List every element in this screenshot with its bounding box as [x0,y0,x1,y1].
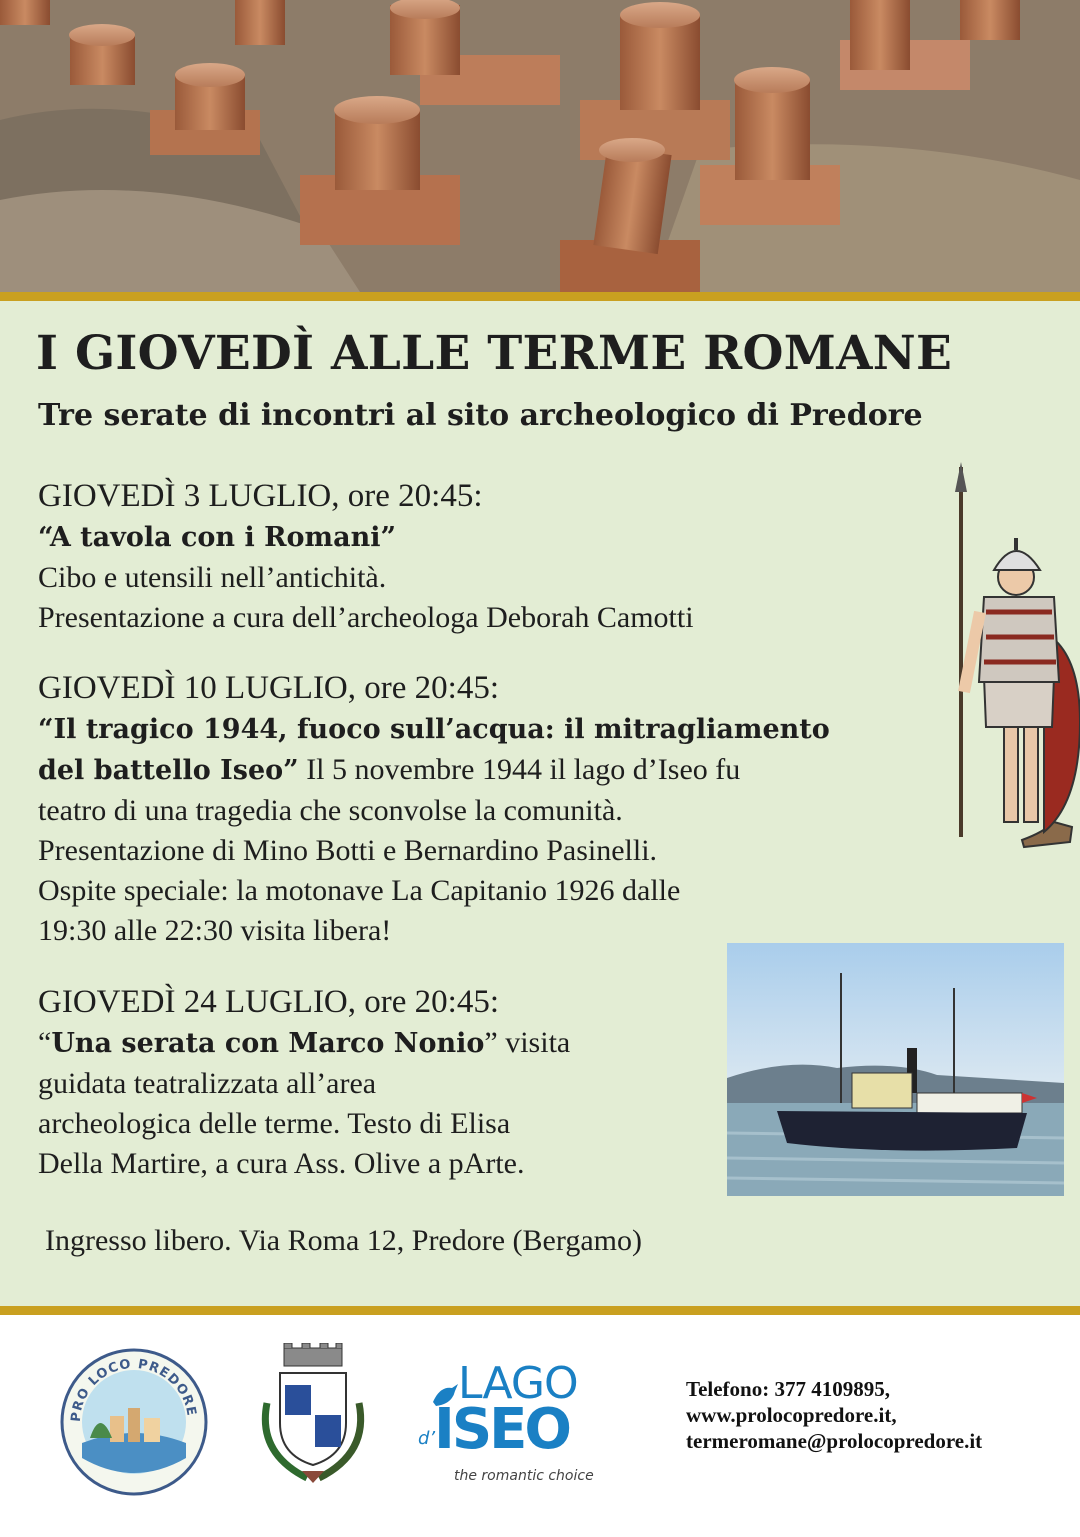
ingresso-info: Ingresso libero. Via Roma 12, Predore (Bergamo) [45,1224,642,1257]
event-2 [38,668,938,951]
event-title: “A tavola con i Romani” [38,522,397,553]
event-description-line: visita [497,1026,571,1059]
contact-website-link[interactable]: www.prolocopredore.it, [686,1403,897,1427]
roman-baths-illustration [0,0,1080,292]
event-description-line: Il 5 novembre 1944 il lago d’Iseo fu [298,753,741,786]
quote-close: ” [484,1026,498,1059]
event-date: GIOVEDÌ 24 LUGLIO, ore 20:45: [38,984,499,1020]
gold-divider-bottom [0,1306,1080,1315]
contact-email-link[interactable]: termeromane@prolocopredore.it [686,1429,983,1453]
contact-phone: Telefono: 377 4109895, [686,1377,890,1401]
coat-of-arms-icon [252,1343,374,1488]
event-description-line: 19:30 alle 22:30 visita libera! [38,914,392,947]
hero-photo [0,0,1080,292]
event-description-line: Della Martire, a cura Ass. Olive a pArte. [38,1147,525,1180]
page-title: I GIOVEDÌ ALLE TERME ROMANE [36,326,953,381]
event-description-line: archeologica delle terme. Testo di Elisa [38,1107,511,1140]
gold-divider-top [0,292,1080,301]
event-title-line: “Il tragico 1944, fuoco sull’acqua: il mitragliamento [38,714,830,745]
lago-iseo-logo [418,1360,598,1490]
event-title-line: del battello Iseo” [38,755,299,786]
lago-logo-d: d’ [418,1428,436,1449]
event-1 [38,476,938,638]
proloco-logo [60,1348,208,1496]
motonave-photo [727,943,1064,1196]
event-description-line: Presentazione di Mino Botti e Bernardino Pasinelli. [38,834,658,867]
quote-open: “ [38,1026,52,1059]
roman-soldier-illustration [944,462,1080,862]
event-description-line: teatro di una tragedia che sconvolse la comunità. [38,794,623,827]
event-description-line: Cibo e utensili nell’antichità. [38,561,387,594]
proloco-logo-text: PRO LOCO PREDORE [68,1356,199,1423]
event-description-line: Ospite speciale: la motonave La Capitanio 1926 dalle [38,874,681,907]
event-date: GIOVEDÌ 3 LUGLIO, ore 20:45: [38,478,483,514]
event-description-line: guidata teatralizzata all’area [38,1067,377,1100]
lago-logo-top: LAGO [458,1358,578,1409]
contact-info [686,1376,982,1454]
event-description-line: Presentazione a cura dell’archeologa Deborah Camotti [38,601,694,634]
lago-logo-tagline: the romantic choice [454,1468,594,1484]
event-title: Una serata con Marco Nonio [51,1028,485,1059]
lago-logo-bottom: ISEO [434,1397,570,1462]
event-date: GIOVEDÌ 10 LUGLIO, ore 20:45: [38,670,499,706]
page-subtitle: Tre serate di incontri al sito archeologico di Predore [38,398,923,433]
